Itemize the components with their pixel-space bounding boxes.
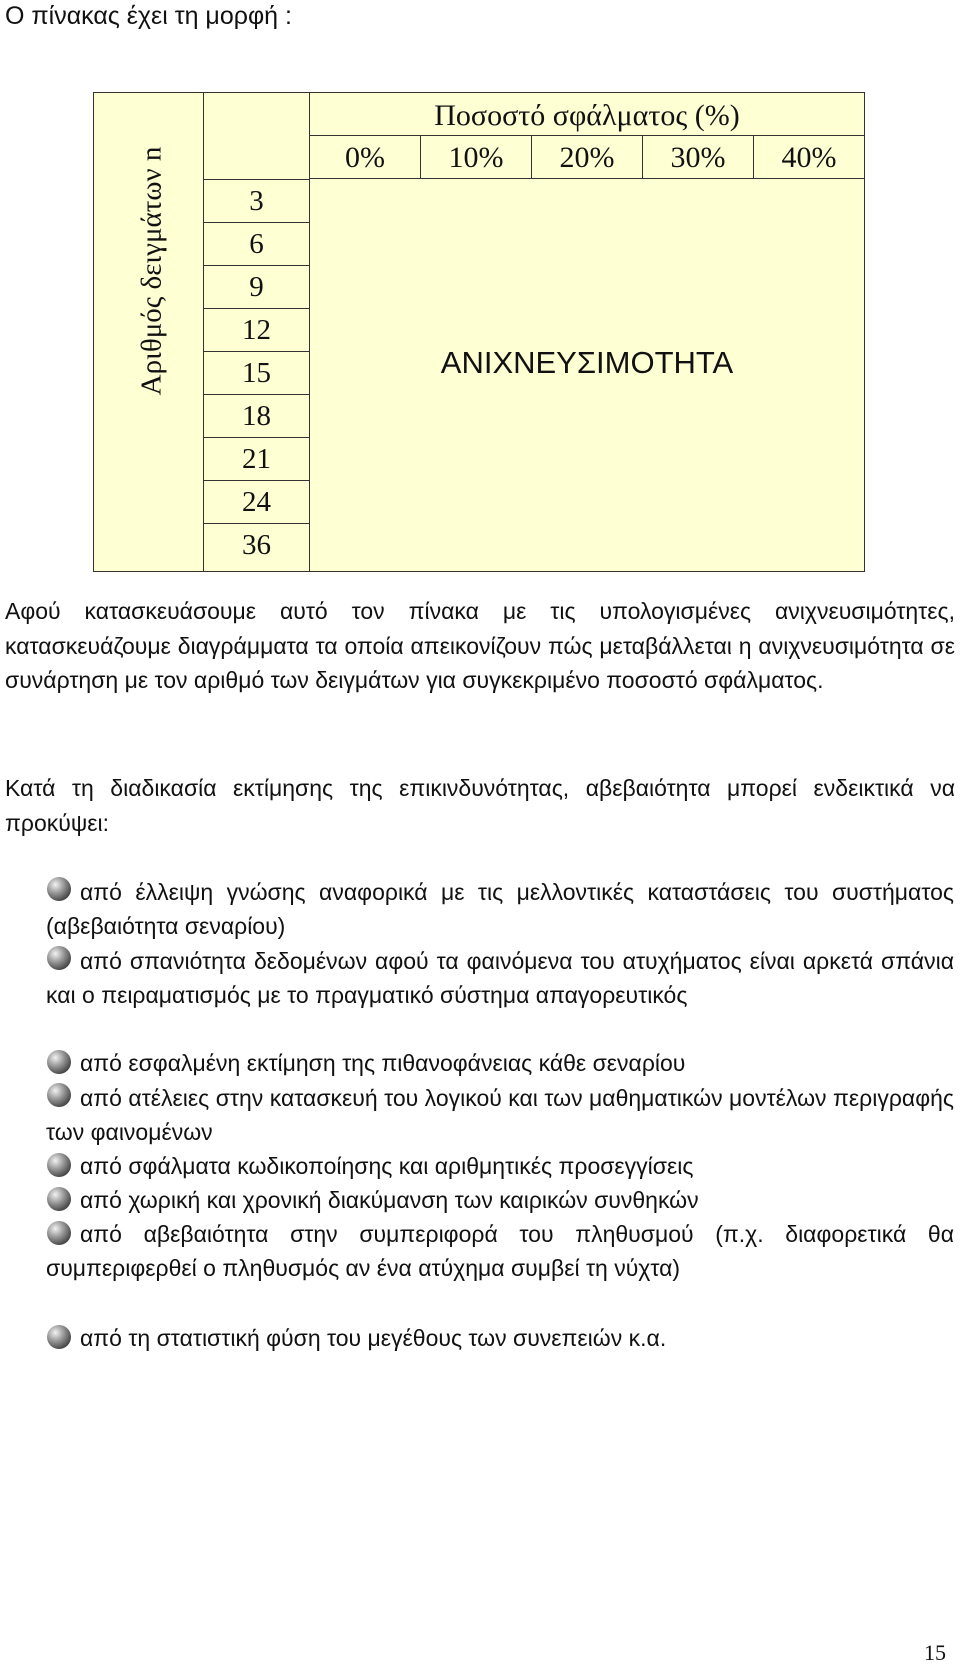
- bullet-item: από αβεβαιότητα στην συμπεριφορά του πληθυσμού (π.χ. διαφορετικά θα συμπεριφερθεί ο πληθυσμός αν ένα ατύχημα συμβεί τη νύχτα): [46, 1221, 954, 1281]
- percentage-cell: 20%: [531, 136, 642, 178]
- row-header-label: Αριθμός δειγμάτων n: [135, 146, 168, 396]
- table-body-label: ΑΝΙΧΝΕΥΣΙΜΟΤΗΤΑ: [440, 345, 734, 380]
- percentage-cell: 40%: [753, 136, 864, 178]
- sample-count-cell: 9: [204, 265, 309, 308]
- bullet-item: από χωρική και χρονική διακύμανση των καιρικών συνθηκών: [80, 1187, 699, 1213]
- sample-count-cell: 24: [204, 480, 309, 523]
- bullet-item: από τη στατιστική φύση του μεγέθους των συνεπειών κ.α.: [80, 1325, 667, 1351]
- page-number: 15: [924, 1640, 946, 1665]
- paragraph: Αφού κατασκευάσουμε αυτό τον πίνακα με τις υπολογισμένες ανιχνευσιμότητες, κατασκευάζουμε διαγράμματα τα οποία απεικονίζουν πώς μεταβάλλεται η ανιχνευσιμότητα σε συνάρτηση με τον αριθμό των δειγμάτων για συγκεκριμένο ποσοστό σφάλματος.: [5, 598, 955, 693]
- percentage-header-row: [310, 136, 864, 179]
- sample-count-cell: 21: [204, 437, 309, 480]
- sample-count-cell: 18: [204, 394, 309, 437]
- sample-count-cell: 12: [204, 308, 309, 351]
- row-header-cell: [94, 93, 204, 571]
- percentage-cell: 10%: [420, 136, 531, 178]
- sample-count-cell: 36: [204, 523, 309, 566]
- bullet-item: από εσφαλμένη εκτίμηση της πιθανοφάνειας κάθε σεναρίου: [80, 1050, 686, 1076]
- percentage-cell: 0%: [345, 141, 385, 174]
- bullet-item: από ατέλειες στην κατασκευή του λογικού και των μαθηματικών μοντέλων περιγραφής των φαινομένων: [46, 1085, 954, 1145]
- bullet-item: από σφάλματα κωδικοποίησης και αριθμητικές προσεγγίσεις: [80, 1153, 694, 1179]
- sample-count-cell: 3: [204, 179, 309, 222]
- paragraph: Κατά τη διαδικασία εκτίμησης της επικινδυνότητας, αβεβαιότητα μπορεί ενδεικτικά να προκύψει:: [5, 775, 955, 836]
- intro-text: Ο πίνακας έχει τη μορφή :: [5, 2, 292, 30]
- sample-count-cell: 15: [204, 351, 309, 394]
- column-header-title: Ποσοστό σφάλματος (%): [310, 93, 864, 136]
- sample-count-cell: 6: [204, 222, 309, 265]
- percentage-cell: 30%: [642, 136, 753, 178]
- bullet-item: από σπανιότητα δεδομένων αφού τα φαινόμενα του ατυχήματος είναι αρκετά σπάνια και ο πειραματισμός με το πραγματικό σύστημα απαγορευτικός: [46, 948, 954, 1008]
- bullet-item: από έλλειψη γνώσης αναφορικά με τις μελλοντικές καταστάσεις του συστήματος (αβεβαιότητα σεναρίου): [46, 879, 954, 939]
- detectability-table: [93, 92, 865, 572]
- sample-count-column: [204, 93, 310, 571]
